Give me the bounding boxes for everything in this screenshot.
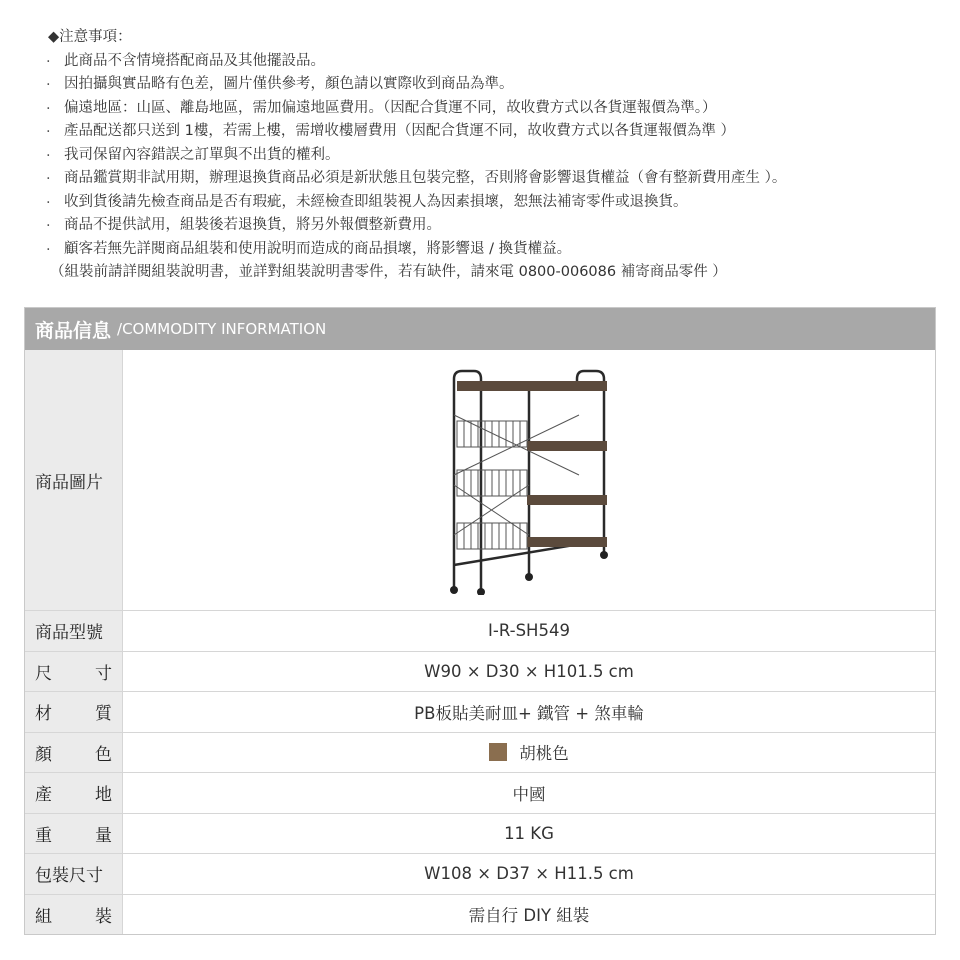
notice-item: . 收到貨後請先檢查商品是否有瑕疵，未經檢查即組裝視人為因素損壞，恕無法補寄零件或退換貨。 bbox=[40, 191, 786, 215]
notice-heading: ◆注意事項： bbox=[48, 29, 132, 45]
spec-row-model bbox=[25, 610, 935, 651]
spec-value-color bbox=[123, 733, 935, 773]
product-image-label: 商品圖片 bbox=[25, 350, 123, 610]
product-image-cell bbox=[123, 350, 935, 610]
spec-label: 重 量 bbox=[25, 814, 123, 854]
spec-label: 材 質 bbox=[25, 692, 123, 732]
info-title-zh: 商品信息 bbox=[35, 319, 112, 342]
spec-label: 包裝尺寸 bbox=[25, 854, 123, 894]
spec-value-assembly: 需自行 DIY 組裝 bbox=[468, 906, 590, 926]
spec-label: 產 地 bbox=[25, 773, 123, 813]
spec-label: 組 裝 bbox=[25, 895, 123, 935]
commodity-info-table bbox=[24, 307, 936, 935]
spec-value: I-R-SH549 bbox=[488, 621, 570, 641]
notice-section bbox=[40, 26, 786, 285]
notice-item: . 因拍攝與實品略有色差，圖片僅供參考，顏色請以實際收到商品為準。 bbox=[40, 73, 786, 97]
color-swatch bbox=[489, 743, 507, 761]
spec-row-package-size bbox=[25, 853, 935, 894]
notice-item: . 顧客若無先詳閱商品組裝和使用說明而造成的商品損壞，將影響退 / 換貨權益。 bbox=[40, 238, 786, 262]
spec-row-color bbox=[25, 732, 935, 773]
commodity-info-header bbox=[25, 308, 935, 350]
notice-item: . 偏遠地區：山區、離島地區，需加偏遠地區費用。（因配合貨運不同，故收費方式以各貨運報價為準。） bbox=[40, 97, 786, 121]
product-image-row bbox=[25, 350, 935, 610]
notice-item: . 我司保留內容錯誤之訂單與不出貨的權利。 bbox=[40, 144, 786, 168]
notice-item: . 商品不提供試用，組裝後若退換貨，將另外報價整新費用。 bbox=[40, 214, 786, 238]
spec-value: PB板貼美耐皿+ 鐵管 + 煞車輪 bbox=[414, 703, 644, 723]
product-image bbox=[429, 365, 629, 595]
spec-value: 中國 bbox=[512, 784, 546, 804]
spec-label: 顏 色 bbox=[25, 733, 123, 773]
notice-item: . 此商品不含情境搭配商品及其他擺設品。 bbox=[40, 50, 786, 74]
spec-row-size bbox=[25, 651, 935, 692]
notice-item: . 產品配送都只送到 1樓，若需上樓，需增收樓層費用（因配合貨運不同，故收費方式以各貨運報價為準 ） bbox=[40, 120, 786, 144]
spec-value: W108 × D37 × H11.5 cm bbox=[424, 864, 634, 884]
spec-row-material bbox=[25, 691, 935, 732]
spec-row-assembly bbox=[25, 894, 935, 935]
spec-row-weight bbox=[25, 813, 935, 854]
notice-footer: （組裝前請詳閱組裝說明書，並詳對組裝說明書零件，若有缺件，請來電 0800-006086 補寄商品零件 ） bbox=[50, 264, 727, 280]
color-name: 胡桃色 bbox=[519, 744, 569, 764]
spec-label: 商品型號 bbox=[25, 611, 123, 651]
notice-item: . 商品鑑賞期非試用期，辦理退換貨商品必須是新狀態且包裝完整，否則將會影響退貨權益（會有整新費用產生 ）。 bbox=[40, 167, 786, 191]
spec-row-origin bbox=[25, 772, 935, 813]
spec-value: W90 × D30 × H101.5 cm bbox=[424, 661, 634, 681]
spec-label: 尺 寸 bbox=[25, 652, 123, 692]
info-title-en: /COMMODITY INFORMATION bbox=[117, 320, 327, 338]
spec-value: 11 KG bbox=[504, 823, 554, 843]
